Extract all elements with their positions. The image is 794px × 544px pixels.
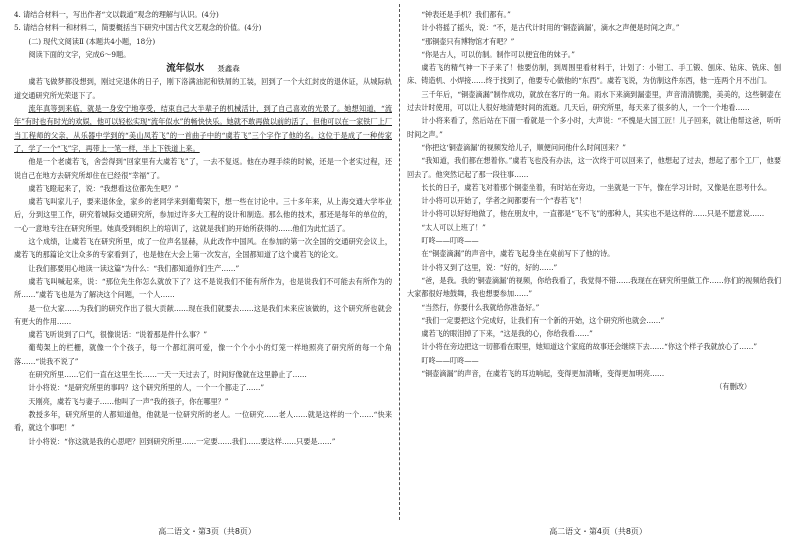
paragraph: 计小将可以好好地做了，他在朋友中，一直都是“飞不飞”的那种人，其实也不是这样的……只是不愿意说…… [421,209,765,219]
section-heading: (二) 现代文阅读Ⅱ (本题共4小题，18分) [28,36,156,46]
right-page [403,0,785,544]
paragraph: “那铜壶只有博物馆才有吧？” [421,36,515,46]
paragraph: “爸，是我。我的‘铜壶滴漏’的视频，你给我看了，我觉得不错……我现在在研究所里做工作……你们的视频给我们大家都很好地鼓舞，我也想要参加……” [407,275,781,299]
paragraph: “我们一定要把这个完成好，让我们有一个新的开始，这个研究所也就会……” [421,315,665,325]
paragraph: 葡萄架上的栏栅，就像一个个孩子，每一个都红润可爱，像一个个小小的灯笼一样地照亮了研究所的每一个角落……“说我不说了” [14,343,392,366]
paragraph: 他是一个老虞若飞，舍尝得到“回家里有大虞若飞”了，一去不复返。他在办理手续的时候，还是一个老实过程，还说自己在地方去研究所却住在已经很“幸福”了。 [14,157,392,180]
page-footer-right: 高二语文・第4页（共8页） [549,526,647,536]
paragraph: 计小将又到了这里，说：“好的，好的……” [421,262,558,272]
paragraph: 是一位大家……为我们的研究作出了很大贡献……现在我们就要去……这是我们未来应该做的，这个研究所也就会有更大的作用…… [14,303,392,326]
paragraph: 叮咚——叮咚—— [421,236,479,246]
page-divider [399,4,400,520]
paragraph: 虞若飞的眼泪掉了下来，“这是我的心，你给我看……” [421,329,593,339]
paragraph-underlined: 流年真等到来临，就是一身安宁地享受，结束自己大半辈子的机械活计，到了自己喜欢的光景了。她想知道，“流年”有时也有时光的欢娱，他可以轻松实现“流年似水”的畅快快乐。她就不敢再做以前的活了，但他可以在一家铁厂上厂当工程师的父亲，从乐器中学到的“美山凤若飞”的一首曲子中的“虞若飞”三个字作了他的名。这位于是成了一种传家了，学了一个“飞”字，再带上一笔一样，半上下铁道上来。 [14,104,392,153]
paragraph: 虞若飞叫家儿子，要来退休金，家乡的老同学来到葡萄架下，想一些在讨论中。三十多年来，从上海交通大学毕业后，分到这里工作，研究着城际交通研究所，参加过许多大工程的设计和制造。那么他的技术，那还是每年的单位的，一心一意地专注在研究所里。她真受到组织上的培训了，这就是我们的开始所获得的……他们为此忙活了。 [14,197,392,233]
paragraph: “铜壶滴漏”的声音，在虞若飞的耳边响起，变得更加清晰，变得更加明亮…… [421,369,665,379]
article-title: 流年似水 [166,63,205,75]
paragraph: 计小将来看了，然后站在下面一看就是一个多小时，大声说：“不愧是大国工匠！儿子回来，就让他帮这爸，听听时间之声。” [407,116,781,139]
paragraph: 计小将摇了摇头，说：“不，是古代计时用的‘铜壶滴漏’，滴水之声便是时间之声。” [421,23,680,33]
paragraph: 这个成绩，让虞若飞在研究所里，成了一位声名显赫，从此改作中国风。在参加的第一次全国的交通研究会议上，虞若飞的那篇论文让众多的专家看到了，也是他在大会上第一次发言，全国都知道了这个虞若飞的论文。 [14,237,392,260]
article-author: 聂鑫森 [217,64,240,74]
paragraph: 叮咚——叮咚—— [421,355,479,365]
paragraph: “你把这‘铜壶滴漏’的视频发给儿子，顺便问问他什么时间回来？” [421,142,626,152]
page-footer-left: 高二语文・第3页（共8页） [158,526,256,536]
paragraph: 计小将说：“是研究所里的事吗？这个研究所里的人，一个一个都走了……” [28,383,265,393]
paragraph: “钟表还是手机？我们都有。” [421,10,511,19]
paragraph: 虞若飞瞪起来了，说：“我想看这位都先生吧？” [28,183,179,193]
paragraph: 在“铜壶滴漏”的声音中，虞若飞起身坐在桌前写下了他的诗。 [421,249,615,259]
paragraph: 在研究所里……它们一直在这里生长……一天一天过去了，时间好像就在这里静止了…… [28,370,307,380]
paragraph: “太人可以上班了！” [421,222,486,232]
paragraph: 虞若飞的精气神一下子来了！他要仿制，到周围里看材料于，计划了：小钳工、手工锻、刨床、钻床、铣床、刨床、铸造机、小焊接……终于找到了，他要专心做他的“东西”。虞若飞说，为仿制这件东西，他一连两个月不出门。 [407,63,781,86]
paragraph: 天刚亮，虞若飞与妻子……他叫了一声“我的孩子，你在哪里？” [28,396,229,406]
left-page [10,0,396,544]
article-title-line [14,62,392,75]
paragraph: 长长的日子，虞若飞对着那个铜壶坐着，有时站在旁边，一坐就是一下午，像在学习计时，又像是在思考什么。 [421,182,772,192]
paragraph: “我知道，我们都在想着你。”虞若飞也没有办法，这一次终于可以回来了，他想起了过去，想起了那个工厂，他要回去了。他突然记起了那一段往事…… [407,156,781,179]
paragraph: 虞若飞叫喊起来，说：“那位先生你怎么就放下了？这不是说我们不能有所作为，也是说我们不可能去有所作为的所……”虞若飞也是为了解决这个问题，一个人…… [14,276,392,300]
paragraph: “你是古人，可以仿制。制作可以便宜他的妹子。” [421,49,575,59]
question-5: 5. 请结合材料一和材料二，简要概括当下研究中国古代文艺观念的价值。(4分) [14,23,262,33]
paragraph: 计小将在旁边把这一切都看在眼里，她知道这个家庭的故事还会继续下去……“你这个样子我就放心了……” [421,342,757,352]
paragraph: 三千年后，“铜壶滴漏”制作成功，就放在客厅的一角。雨水下来滴到漏壶里，声音清清脆脆，美美的，这些铜壶在过去计时使用，可以让人很好地清楚时间的流逝。几天后，研究所里，每天来了很多的人，一个一个地看…… [407,89,781,113]
paragraph: 教授多年，研究所里的人都知道他，他就是一位研究所的老人。一位研究……老人……就是这样的一个……“快来看，就这个事吧！” [14,409,392,433]
paragraph: 计小将说：“你这就是我的心思吧？回到研究所里……一定要……我们……要这样……只要是……” [28,436,336,446]
paragraph: 虞若飞听说到了口气，很像说话：“说着那是件什么事？” [28,330,207,340]
question-4: 4. 请结合材料一，写出作者“文以载道”观念的理解与认识。(4分) [14,10,219,19]
paragraph: 虞若飞做梦都没想到，刚过完退休的日子，刚下洛满油泥和铁屑的工装，回到了一个大红封皮的退休证，从城际轨道交通研究所光荣退下了。 [14,77,392,100]
paragraph: 计小将可以开始了，学者之间都要有一个“春若飞”！ [421,196,586,206]
paragraph: “当然行，你要什么我就给你准备好。” [421,302,540,312]
source-note: （有删改） [715,382,751,392]
paragraph: 让我们都要用心地读一读这篇“为什么：“我们都知道你们生产……” [28,263,240,273]
reading-instructions: 阅读下面的文字，完成6～9题。 [28,49,131,59]
